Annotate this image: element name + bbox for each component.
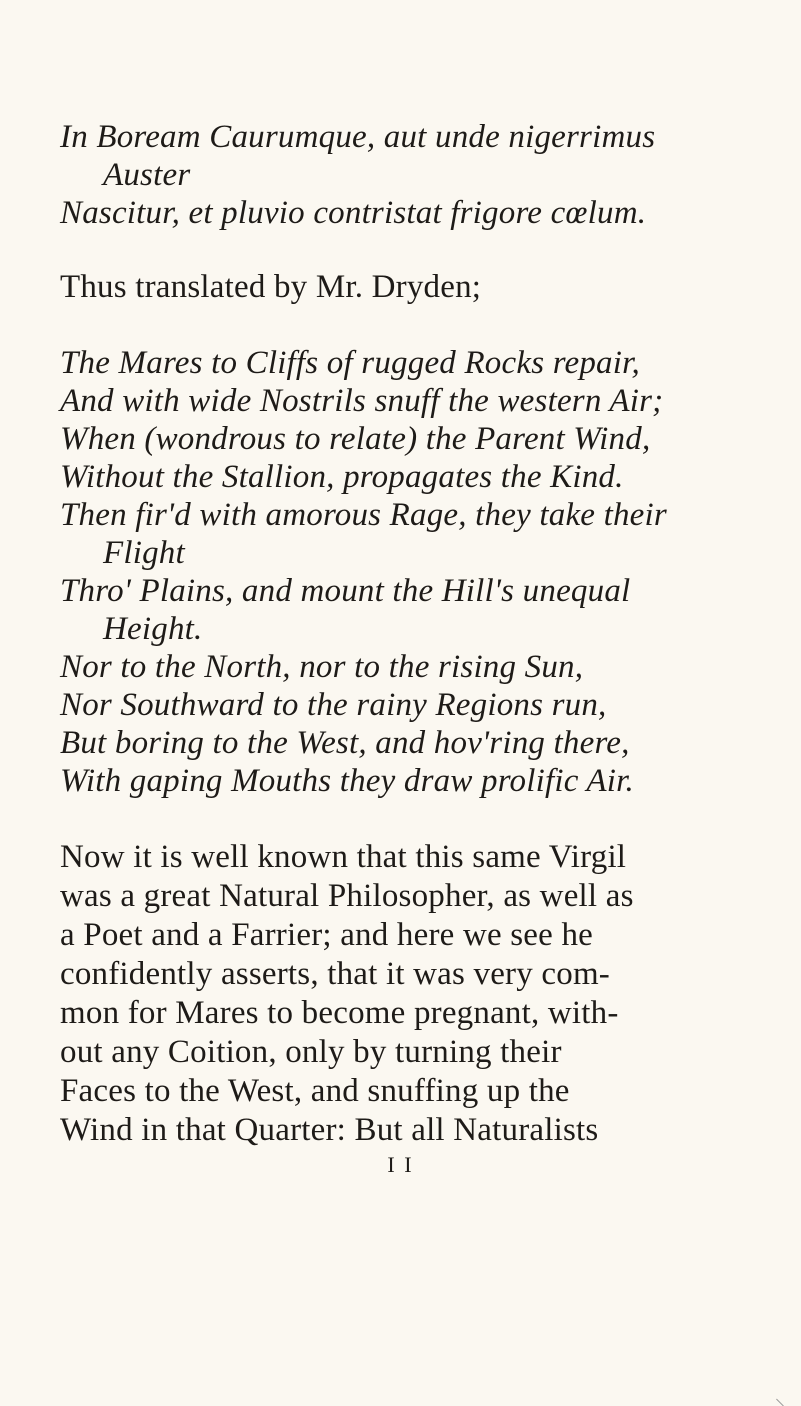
prose-line-6: out any Coition, only by turning their [60,1034,562,1070]
poem-line-1: The Mares to Cliffs of rugged Rocks repair, [60,345,640,381]
poem-line-12: With gaping Mouths they draw prolific Air. [60,763,634,799]
latin-line-2: Auster [103,157,191,193]
page-number: I I [387,1152,414,1177]
intro-line: Thus translated by Mr. Dryden; [60,269,482,305]
poem-line-9: Nor to the North, nor to the rising Sun, [60,649,584,685]
prose-line-2: was a great Natural Philosopher, as well as [60,878,634,914]
poem-line-7: Thro' Plains, and mount the Hill's unequal [60,573,631,609]
poem-line-5: Then fir'd with amorous Rage, they take their [60,497,667,533]
prose-line-4: confidently asserts, that it was very com- [60,956,610,992]
poem-line-4: Without the Stallion, propagates the Kind. [60,459,624,495]
poem-line-8: Height. [103,611,203,647]
latin-line-3: Nascitur, et pluvio contristat frigore cœlum. [60,195,647,231]
prose-line-5: mon for Mares to become pregnant, with- [60,995,619,1031]
prose-line-8: Wind in that Quarter: But all Naturalists [60,1112,599,1148]
poem-line-6: Flight [103,535,185,571]
poem-line-11: But boring to the West, and hov'ring there, [60,725,630,761]
prose-line-7: Faces to the West, and snuffing up the [60,1073,570,1109]
prose-line-3: a Poet and a Farrier; and here we see he [60,917,594,953]
poem-line-2: And with wide Nostrils snuff the western Air; [60,383,664,419]
poem-line-3: When (wondrous to relate) the Parent Wind, [60,421,651,457]
prose-line-1: Now it is well known that this same Virgil [60,839,627,875]
page-corner-mark [776,1392,791,1406]
latin-line-1: In Boream Caurumque, aut unde nigerrimus [60,119,656,155]
poem-line-10: Nor Southward to the rainy Regions run, [60,687,607,723]
